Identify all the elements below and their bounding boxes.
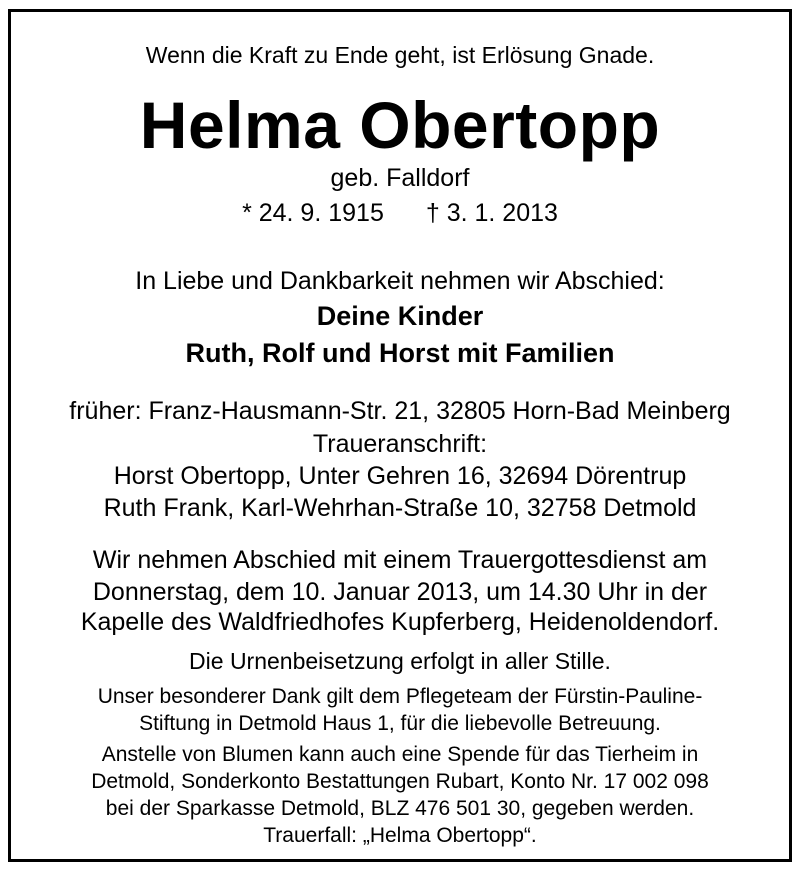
donation-line-1: Anstelle von Blumen kann auch eine Spende für das Tierheim in — [101, 743, 699, 766]
children-heading: Deine Kinder — [316, 301, 484, 331]
donation-line-4: Trauerfall: „Helma Obertopp“. — [263, 824, 537, 847]
service-line-2: Donnerstag, dem 10. Januar 2013, um 14.30 Uhr in der — [92, 578, 708, 606]
life-dates — [0, 201, 800, 226]
motto-quote: Wenn die Kraft zu Ende geht, ist Erlösung Gnade. — [145, 42, 655, 68]
service-line-1: Wir nehmen Abschied mit einem Trauergottesdienst am — [92, 546, 708, 574]
urn-burial-note: Die Urnenbeisetzung erfolgt in aller Stille. — [189, 648, 611, 674]
birth-name: geb. Falldorf — [330, 164, 470, 192]
donation-line-3: bei der Sparkasse Detmold, BLZ 476 501 30, gegeben werden. — [105, 797, 695, 820]
former-address: früher: Franz-Hausmann-Str. 21, 32805 Horn-Bad Meinberg — [69, 397, 731, 425]
service-line-3: Kapelle des Waldfriedhofes Kupferberg, Heidenoldendorf. — [80, 608, 720, 636]
thanks-line-2: Stiftung in Detmold Haus 1, für die liebevolle Betreuung. — [139, 712, 661, 735]
mourning-address-1: Horst Obertopp, Unter Gehren 16, 32694 Dörentrup — [113, 462, 687, 490]
birth-date: * 24. 9. 1915 — [242, 199, 384, 227]
thanks-line-1: Unser besonderer Dank gilt dem Pflegeteam der Fürstin-Pauline- — [97, 685, 703, 708]
mourning-address-label: Traueranschrift: — [312, 430, 488, 458]
mourning-address-2: Ruth Frank, Karl-Wehrhan-Straße 10, 32758 Detmold — [103, 494, 697, 522]
farewell-intro: In Liebe und Dankbarkeit nehmen wir Abschied: — [135, 267, 665, 295]
donation-line-2: Detmold, Sonderkonto Bestattungen Rubart, Konto Nr. 17 002 098 — [91, 770, 709, 793]
death-date: † 3. 1. 2013 — [425, 199, 558, 227]
deceased-name: Helma Obertopp — [139, 88, 661, 162]
family-names: Ruth, Rolf und Horst mit Familien — [185, 338, 615, 368]
